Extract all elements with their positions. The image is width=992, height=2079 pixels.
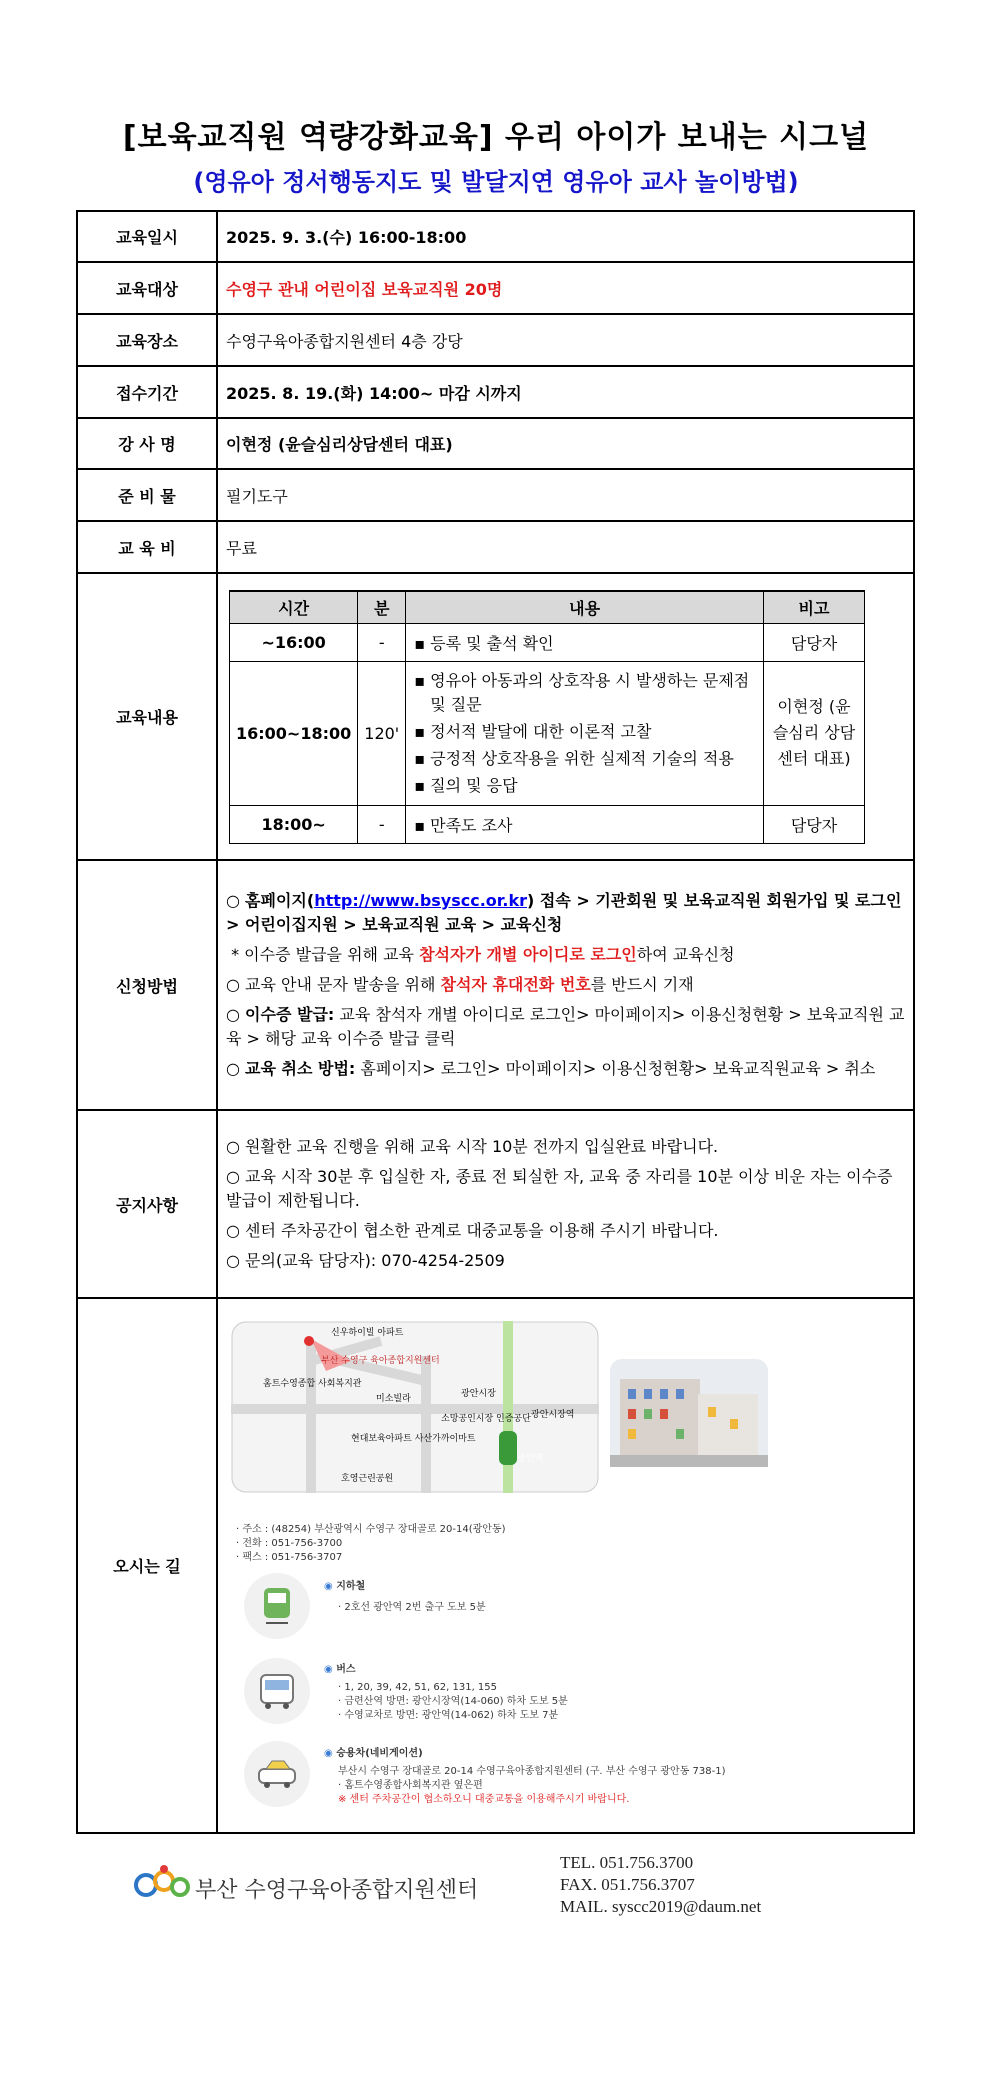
label-fee: 교 육 비 bbox=[77, 521, 217, 573]
apply-text: 를 반드시 기재 bbox=[590, 975, 694, 994]
bus-title: 버스 bbox=[336, 1663, 356, 1675]
apply-text: 교육 참석자 개별 아이디로 로그인> 마이페이지> 이용신청현황 > 보육교직원 교육 > 해당 교육 이수증 발급 클릭 bbox=[226, 1005, 905, 1048]
bus-icon bbox=[244, 1658, 310, 1724]
apply-text: 홈페이지> 로그인> 마이페이지> 이용신청현황> 보육교직원교육 > 취소 bbox=[355, 1059, 876, 1078]
sched-header-content: 내용 bbox=[406, 591, 764, 624]
row-content bbox=[77, 573, 914, 860]
label-directions: 오시는 길 bbox=[77, 1298, 217, 1833]
sched-item: 정서적 발달에 대한 이론적 고찰 bbox=[430, 721, 652, 741]
notice-item: 문의(교육 담당자): 070-4254-2509 bbox=[245, 1251, 505, 1270]
row-notice: 공지사항 ○ 원활한 교육 진행을 위해 교육 시작 10분 전까지 입실완료 바랍니다. ○ 교육 시작 30분 후 입실한 자, 종료 전 퇴실한 자, 교육 중 자리를 10분 이상 비운 자는 이수증 발급이 제한됩니다. ○ 센터 주차공간이 협소한 관계로 대중교통을 이용해 주시기 바랍니다. ○ 문의(교육 담당자): 070-4254-2509 bbox=[77, 1110, 914, 1298]
notice-item: 원활한 교육 진행을 위해 교육 시작 10분 전까지 입실완료 바랍니다. bbox=[245, 1137, 719, 1156]
sched-item: 영유아 아동과의 상호작용 시 발생하는 문제점 및 질문 bbox=[430, 670, 750, 714]
sched-time: 16:00~18:00 bbox=[230, 661, 358, 805]
subway-desc: · 2호선 광안역 2번 출구 도보 5분 bbox=[338, 1601, 486, 1613]
map-label: 현대보육아파트 사산가까이마트 bbox=[351, 1433, 476, 1444]
car-desc: · 홈트수영종합사회복지관 옆은편 bbox=[338, 1779, 483, 1791]
map-label: 광안역 bbox=[517, 1453, 544, 1464]
notice-item: 센터 주차공간이 협소한 관계로 대중교통을 이용해 주시기 바랍니다. bbox=[245, 1221, 719, 1240]
sched-min: - bbox=[358, 805, 406, 843]
row-apply: 신청방법 ○ 홈페이지(http://www.bsyscc.or.kr) 접속 > 기관회원 및 보육교직원 회원가입 및 로그인 > 어린이집지원 > 보육교직원 교육 > 교육신청 * 이수증 발급을 위해 교육 참석자가 개별 아이디로 로그인하여 교육신청 ○ 교육 안내 문자 발송을 위해 참석자 휴대전화 번호를 반드시 기재 ○ 이수증 발급: 교육 참석자 개별 아이디로 로그인> 마이페이지> 이용신청현황 > 보육교직원 교육 > 해당 교육 이수증 발급 클릭 ○ 교육 취소 방법: 홈페이지> 로그인> 마이페이지> 이용신청현황> 보육교직원교육 > 취소 bbox=[77, 860, 914, 1110]
map-label: 부산 수영구 육아종합지원센터 bbox=[321, 1355, 440, 1366]
sched-time: ~16:00 bbox=[230, 623, 358, 661]
car-warning: ※ 센터 주차공간이 협소하오니 대중교통을 이용해주시기 바랍니다. bbox=[338, 1793, 630, 1805]
label-period: 접수기간 bbox=[77, 366, 217, 418]
label-place: 교육장소 bbox=[77, 314, 217, 366]
label-date: 교육일시 bbox=[77, 211, 217, 262]
map-label: 호영근린공원 bbox=[341, 1473, 394, 1484]
center-logo-icon bbox=[132, 1863, 192, 1903]
page-title: [보육교직원 역량강화교육] 우리 아이가 보내는 시그널 bbox=[122, 120, 870, 155]
label-notice: 공지사항 bbox=[77, 1110, 217, 1298]
center-name: 부산 수영구육아종합지원센터 bbox=[195, 1878, 479, 1903]
row-fee bbox=[77, 521, 914, 573]
map-label: 미소빌라 bbox=[376, 1393, 411, 1404]
location-map bbox=[231, 1321, 599, 1493]
bus-desc: · 금련산역 방면: 광안시장역(14-060) 하차 도보 5분 bbox=[338, 1695, 568, 1707]
sched-min: 120' bbox=[358, 661, 406, 805]
car-desc: 부산시 수영구 장대골로 20-14 수영구육아종합지원센터 (구. 부산 수영구 광안동 738-1) bbox=[338, 1765, 726, 1777]
car-icon bbox=[244, 1741, 310, 1807]
map-label: 홈트수영종합 사회복지관 bbox=[263, 1378, 362, 1389]
sched-item: 긍정적 상호작용을 위한 실제적 기술의 적용 bbox=[430, 748, 734, 768]
sched-item: 등록 및 출석 확인 bbox=[430, 633, 554, 653]
row-place bbox=[77, 314, 914, 366]
sched-item: 만족도 조사 bbox=[430, 815, 513, 835]
value-supplies: 필기도구 bbox=[217, 469, 914, 521]
apply-text: * 이수증 발급을 위해 교육 bbox=[231, 945, 420, 964]
map-label: 신우하이빌 아파트 bbox=[331, 1327, 404, 1338]
apply-text: 홈페이지( bbox=[245, 891, 315, 910]
value-target: 수영구 관내 어린이집 보육교직원 20명 bbox=[217, 262, 914, 314]
subway-title: 지하철 bbox=[336, 1580, 366, 1592]
bus-desc: · 1, 20, 39, 42, 51, 62, 131, 155 bbox=[338, 1681, 498, 1693]
schedule-table: 시간 분 내용 비고 ~16:00 - ▪ 등록 및 출석 확인 담당자 16:00~18:00 120' ▪ 영유아 아동과의 상호작용 시 발생하는 문제점 및 질문 ▪ 정서적 발달에 대한 이론적 고찰 ▪ 긍정적 상호작용을 위한 실제적 기술의 적용 ▪ 질의 및 응답 이현정 (윤슬심리 상담센터 대표) 18:00~ - ▪ 만족도 조사 담당자 bbox=[229, 590, 865, 844]
row-date bbox=[77, 211, 914, 262]
homepage-link[interactable]: http://www.bsyscc.or.kr bbox=[314, 891, 527, 910]
map-label: 소망공인시장 인증공단 bbox=[441, 1413, 531, 1424]
label-content: 교육내용 bbox=[77, 573, 217, 860]
apply-label: 교육 취소 방법: bbox=[245, 1059, 356, 1078]
value-date: 2025. 9. 3.(수) 16:00-18:00 bbox=[217, 211, 914, 262]
car-title: 승용차(네비게이션) bbox=[336, 1747, 423, 1759]
building-photo bbox=[610, 1359, 768, 1467]
sched-header-time: 시간 bbox=[230, 591, 358, 624]
row-period bbox=[77, 366, 914, 418]
apply-highlight: 참석자 휴대전화 번호 bbox=[440, 975, 591, 994]
map-label: 광안시장 bbox=[461, 1388, 496, 1399]
apply-text: 하여 교육신청 bbox=[636, 945, 735, 964]
value-period: 2025. 8. 19.(화) 14:00~ 마감 시까지 bbox=[217, 366, 914, 418]
label-supplies: 준 비 물 bbox=[77, 469, 217, 521]
contact-tel: TEL. 051.756.3700 bbox=[560, 1853, 694, 1872]
row-supplies bbox=[77, 469, 914, 521]
sched-time: 18:00~ bbox=[230, 805, 358, 843]
bus-desc: · 수영교차로 방면: 광안역(14-062) 하차 도보 7분 bbox=[338, 1709, 559, 1721]
apply-highlight: 참석자가 개별 아이디로 로그인 bbox=[419, 945, 637, 964]
row-directions: 오시는 길 신우하이빌 아파트 부산 수영구 육아종합지원센터 홈트수영종합 사회복지관 미소빌라 광안시장 광안시장역 소망공인시장 인증공단 현대보육아파트 사산가까이마트 광안역 호영근린공원 · 주소 : (48254) 부산광역시 수영구 장대골로 20-14(광안동) · 전화 : 051-756-3700 · 팩스 : 051-756-3707 ◉ 지하철 · 2호선 광안역 2번 출구 도보 5분 ◉ 버스 · 1, 20, 39, 42, 51, 62, 131, 155 · 금련산역 방면: 광안시장역(14-060) 하차 도보 5분 · 수영교차로 방면: 광안역(14-062) 하차 도보 7분 ◉ 승용차(네비게이션) 부산시 수영구 장대골로 20-14 수영구육아종합지원센터 (구. 부산 수영구 광안동 738-1) · 홈트수영종합사회복지관 옆은편 ※ 센터 주차공간이 협소하오니 대중교통을 이용해주시기 바랍니다. bbox=[77, 1298, 914, 1833]
phone-text: · 전화 : 051-756-3700 bbox=[236, 1537, 343, 1549]
notice-item: 교육 시작 30분 후 입실한 자, 종료 전 퇴실한 자, 교육 중 자리를 10분 이상 비운 자는 이수증 발급이 제한됩니다. bbox=[226, 1167, 893, 1210]
sched-note: 담당자 bbox=[764, 623, 865, 661]
value-lecturer: 이현정 (윤슬심리상담센터 대표) bbox=[217, 418, 914, 469]
label-target: 교육대상 bbox=[77, 262, 217, 314]
sched-item: 질의 및 응답 bbox=[430, 775, 518, 795]
info-table bbox=[76, 210, 915, 1834]
apply-text: ) 접속 > 기관회원 및 보육교직원 회원가입 및 로그인 > 어린이집지원 > 보육교직원 교육 > 교육신청 bbox=[226, 891, 902, 934]
apply-label: 이수증 발급: bbox=[245, 1005, 335, 1024]
row-target bbox=[77, 262, 914, 314]
value-place: 수영구육아종합지원센터 4층 강당 bbox=[217, 314, 914, 366]
value-fee: 무료 bbox=[217, 521, 914, 573]
label-apply: 신청방법 bbox=[77, 860, 217, 1110]
map-label: 광안시장역 bbox=[531, 1409, 575, 1420]
sched-header-note: 비고 bbox=[764, 591, 865, 624]
sched-min: - bbox=[358, 623, 406, 661]
contact-fax: FAX. 051.756.3707 bbox=[560, 1875, 695, 1894]
subway-icon bbox=[244, 1573, 310, 1639]
label-lecturer: 강 사 명 bbox=[77, 418, 217, 469]
contact-info bbox=[560, 1852, 761, 1918]
contact-mail: MAIL. syscc2019@daum.net bbox=[560, 1897, 762, 1916]
apply-text: 교육 안내 문자 발송을 위해 bbox=[245, 975, 441, 994]
sched-note: 이현정 (윤슬심리 상담센터 대표) bbox=[764, 661, 865, 805]
sched-header-min: 분 bbox=[358, 591, 406, 624]
row-lecturer bbox=[77, 418, 914, 469]
sched-note: 담당자 bbox=[764, 805, 865, 843]
fax-text: · 팩스 : 051-756-3707 bbox=[236, 1551, 343, 1563]
page-subtitle: (영유아 정서행동지도 및 발달지연 영유아 교사 놀이방법) bbox=[193, 168, 799, 196]
address-text: · 주소 : (48254) 부산광역시 수영구 장대골로 20-14(광안동) bbox=[236, 1523, 506, 1535]
